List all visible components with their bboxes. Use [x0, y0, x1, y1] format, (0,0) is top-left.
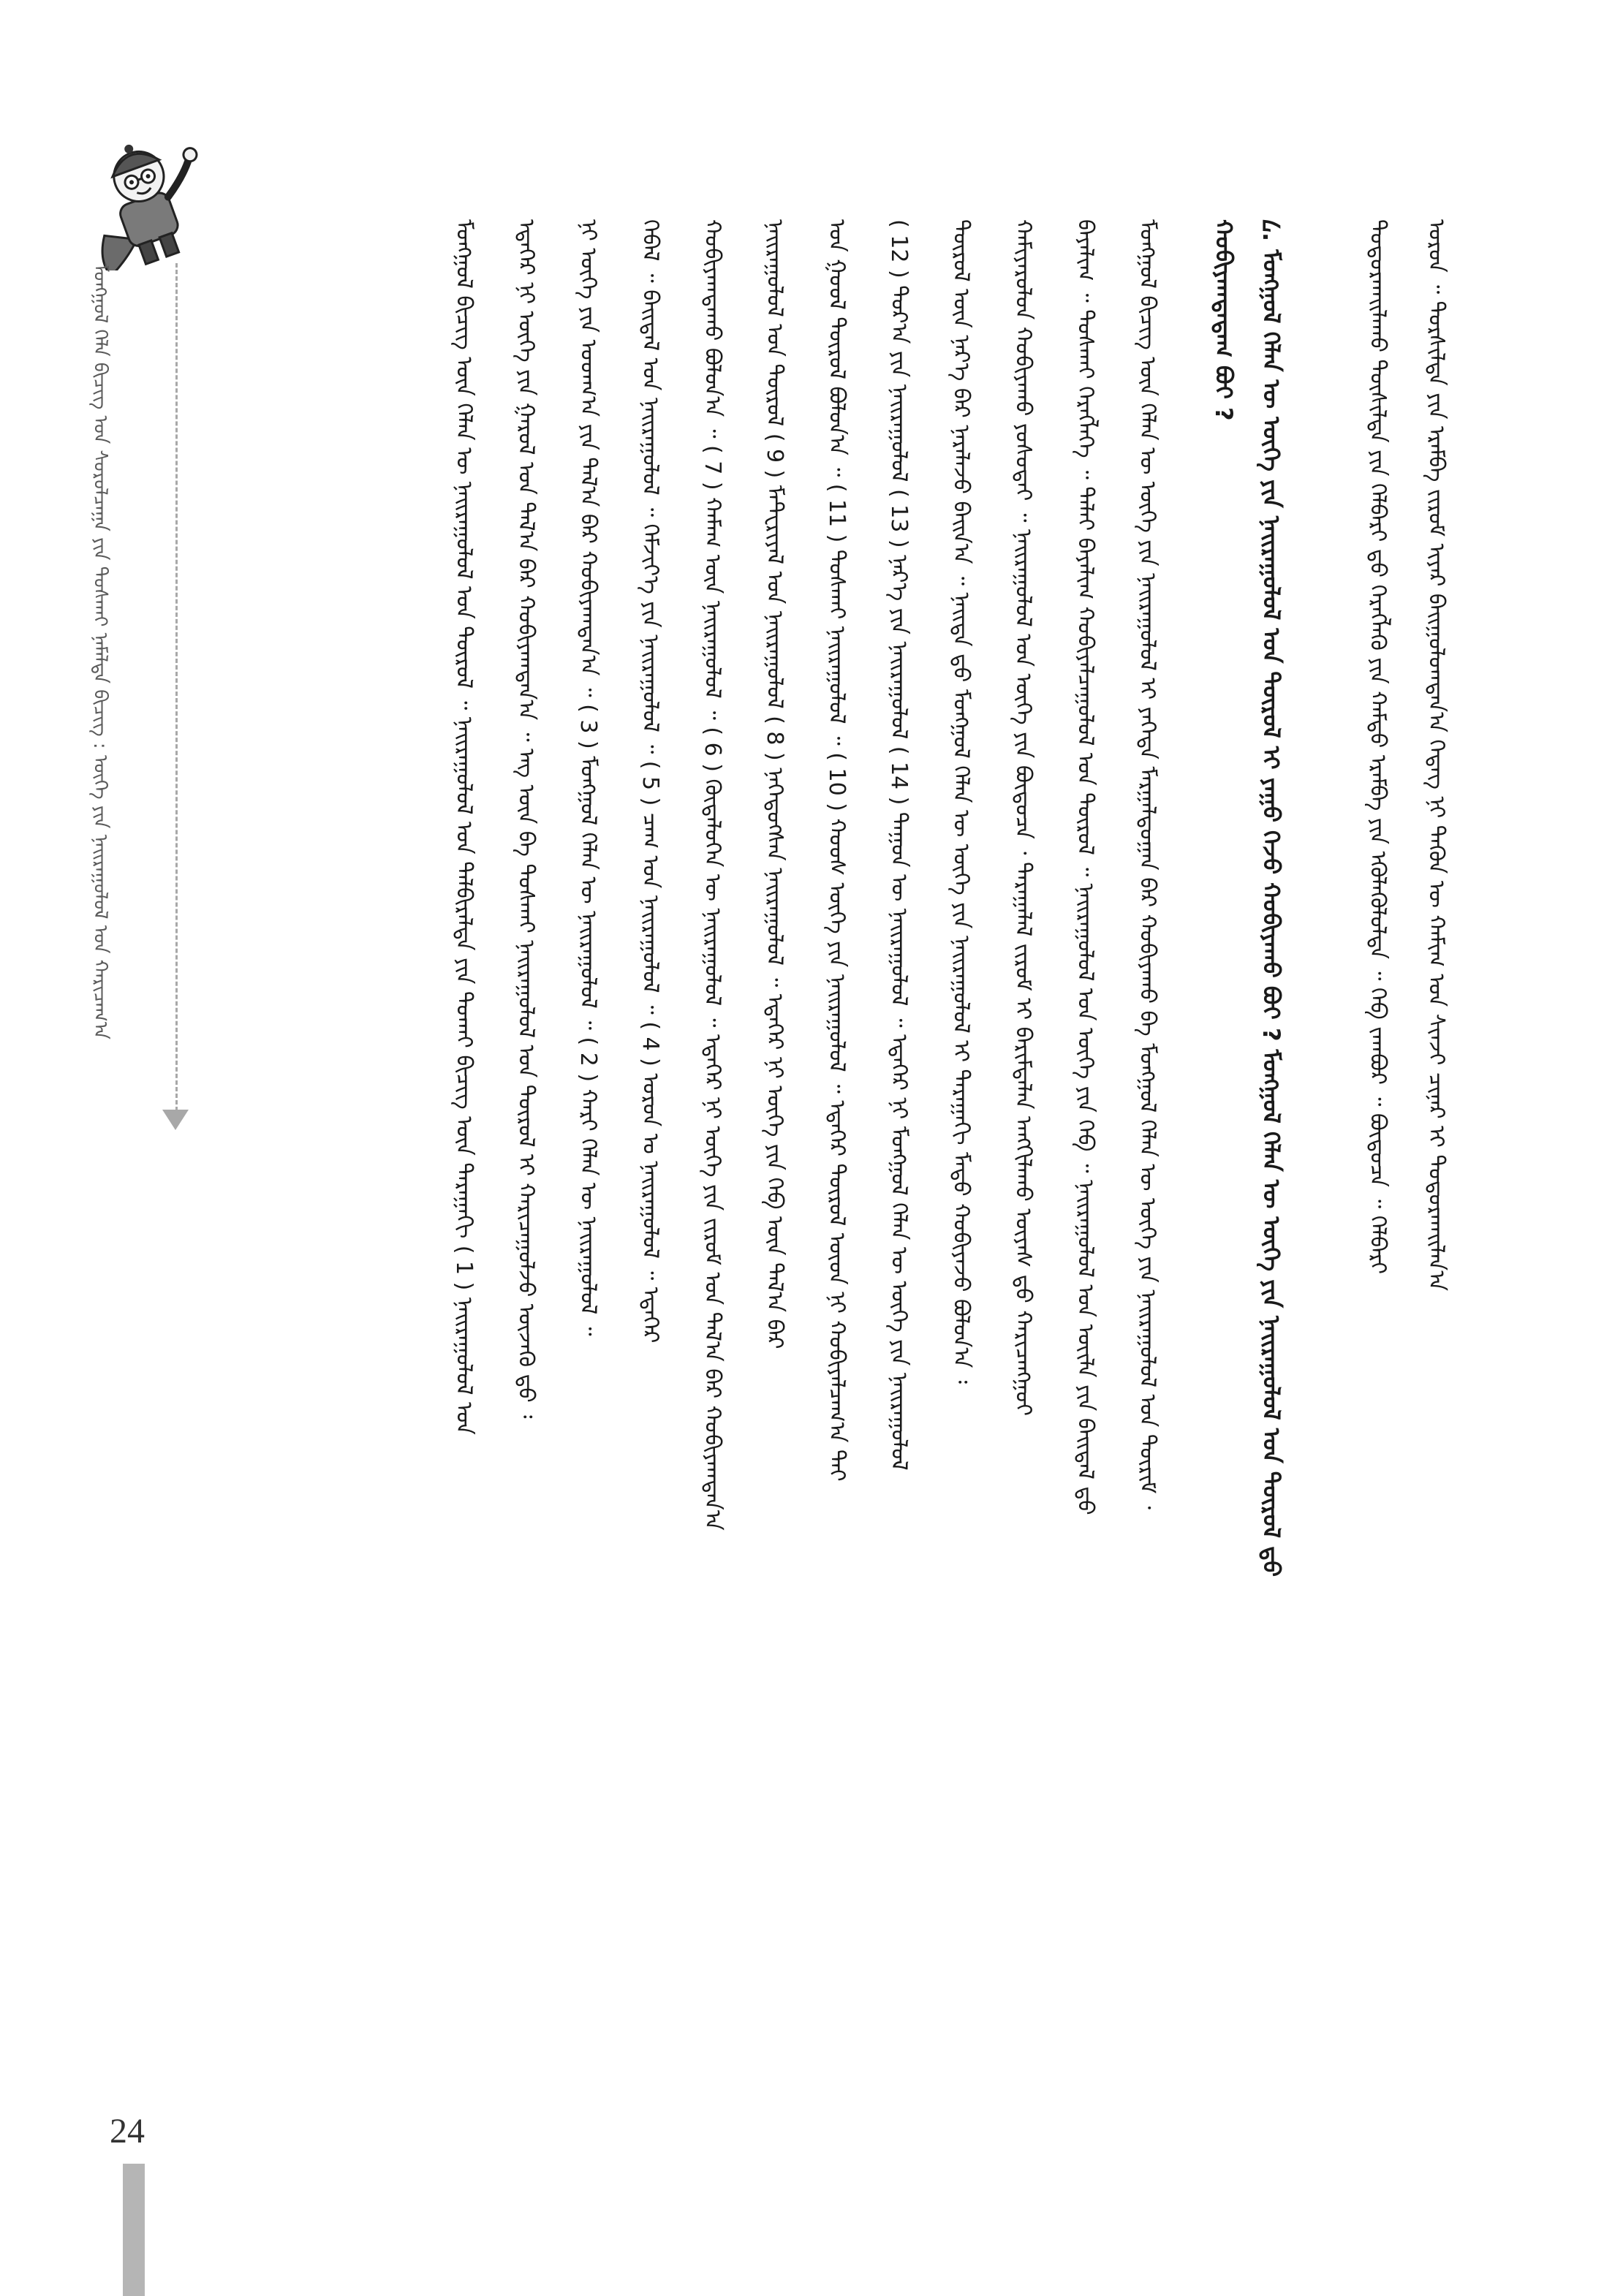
- text-column: ᠲᠣᠳᠣᠷᠬᠠᠢᠯᠠᠬᠤ ᠲᠦᠰᠢᠯᠲᠡ ᠶᠢᠨ ᠬᠡᠯᠪᠡᠷᠢ ᠳ᠋ᠦ ᠬᠡᠷᠡᠭᠯᠡᠬᠦ ᠶᠢᠨ ᠬᠠᠮᠲᠤ ᠡᠷᠡᠮᠪᠡ ᠶᠢᠨ ᠡᠭᠦᠯᠡᠭᠦᠯᠦᠯᠲᠡ ᠃ ᠬᠡᠪ ᠵᠠᠭᠪᠤᠷ ᠃ ᠪᠦᠲᠦᠴᠡ ᠃ ᠬᠡᠯᠪᠡᠷᠢ: [1365, 219, 1391, 1275]
- header-arrow-icon: [162, 1110, 189, 1130]
- text-column: ᠬᠤᠪᠢᠶᠠᠭᠳᠠᠬᠤ ᠪᠣᠯᠤᠨ᠎ᠠ ᠃ ( 7 ) ᠬᠠᠮᠠᠭ ᠦᠨ ᠨᠠᠢᠷᠠᠭᠤᠯᠤᠯ ᠃ ( 6 ) ᠬᠦᠳᠡᠯᠦᠭᠡᠨ ᠦ ᠨᠠᠢᠷᠠᠭᠤᠯᠤᠯ ᠃ ᠡᠳᠡᠭᠡᠷ ᠨᠢ ᠦᠭᠡ ᠶᠢᠨ ᠵᠢᠷᠤᠮ ᠤᠨ ᠲᠠᠯ᠎ᠠ ᠪᠠᠷ ᠬᠤᠪᠢᠶᠠᠭᠳᠠᠨ᠎ᠠ: [700, 219, 725, 1531]
- text-column: ᠣᠷᠣᠨ ᠃ ᠲᠤᠷᠰᠢᠯᠲᠠ ᠶᠢᠨ ᠡᠷᠡᠮᠪᠡ ᠵᠢᠷᠤᠮ ᠢᠶᠡᠷ ᠪᠠᠢᠭᠤᠯᠤᠭᠳᠠᠨ᠎ᠠ ᠭᠡᠳᠡᠭ ᠨᠢ ᠲᠡᠭᠦᠨ ᠦ ᠬᠠᠮᠢᠭ ᠤᠨ ᠰᠢᠨᠵᠢ ᠴᠢᠨᠠᠷ ᠢ ᠲᠣᠳᠤᠷᠬᠠᠢᠯᠠᠨ᠎ᠠ: [1423, 219, 1449, 1292]
- text-column: ᠪᠠᠶᠠᠯᠢᠭ ᠃ ᠲᠤᠰᠬᠠᠢ ᠬᠡᠷᠡᠭᠯᠡᠭᠡ ᠃ ᠳᠠᠯᠠᠢ ᠪᠠᠶᠠᠯᠢᠭ ᠬᠤᠪᠢᠶᠠᠯᠴᠠᠭᠤᠯᠤᠯ ᠤᠨ ᠲᠦᠷᠦᠯ ᠃ ᠨᠠᠢᠷᠠᠭᠤᠯᠤᠯ ᠤᠨ ᠦᠭᠡ ᠶᠢᠨ ᠬᠡᠪ ᠃ ᠨᠠᠢᠷᠠᠭᠤᠯᠤᠯ ᠤᠨ ᠦᠢᠯᠡ ᠶᠢᠨ ᠪᠠᠢᠳᠠᠯ ᠳ᠋ᠦ: [1072, 219, 1098, 1515]
- header-dashed-rule: [175, 263, 178, 1111]
- question-heading: ᠘. ᠮᠣᠩᠭᠣᠯ ᠬᠡᠯᠡᠨ ᠦ ᠦᠭᠡ ᠶᠢᠨ ᠨᠠᠢᠷᠠᠭᠤᠯᠤᠯ ᠤᠨ ᠲᠦᠷᠦᠯ ᠢ ᠶᠠᠭᠤ ᠭᠡᠵᠦ ᠬᠤᠪᠢᠶᠠᠬᠤ ᠪᠤᠢ ? ᠮᠣᠩᠭᠣᠯ ᠬᠡᠯᠡᠨ ᠦ ᠦᠭᠡ ᠶᠢᠨ ᠨᠠᠢᠷᠠᠭᠤᠯᠤᠯ ᠤᠨ ᠲᠦᠷᠦᠯ ᠳ᠋ᠦ: [1257, 219, 1285, 1577]
- text-column: ᠨᠢ ᠦᠭᠡ ᠶᠢᠨ ᠤᠳᠬ᠎ᠠ ᠶᠢᠨ ᠲᠠᠯ᠎ᠠ ᠪᠠᠷ ᠬᠤᠪᠢᠶᠠᠭᠳᠠᠨ᠎ᠠ ᠃ ( 3 ) ᠮᠣᠩᠭᠣᠯ ᠬᠡᠯᠡᠨ ᠦ ᠨᠠᠢᠷᠠᠭᠤᠯᠤᠯ ᠃ ( 2 ) ᠬᠠᠷᠢ ᠬᠡᠯᠡᠨ ᠦ ᠨᠠᠢᠷᠠᠭᠤᠯᠤᠯ ᠃: [575, 219, 601, 1336]
- text-column: ( 12 ) ᠳᠤᠷ᠎ᠠ ᠶᠢᠨ ᠨᠠᠢᠷᠠᠭᠤᠯᠤᠯ ( 13 ) ᠨᠡᠷ᠎ᠡ ᠶᠢᠨ ᠨᠠᠢᠷᠠᠭᠤᠯᠤᠯ ( 14 ) ᠳᠠᠭᠤᠨ ᠦ ᠨᠠᠢᠷᠠᠭᠤᠯᠤᠯ ᠃ ᠡᠳᠡᠭᠡᠷ ᠨᠢ ᠮᠣᠩᠭᠣᠯ ᠬᠡᠯᠡᠨ ᠦ ᠦᠭᠡ ᠶᠢᠨ ᠨᠠᠢᠷᠠᠭᠤᠯᠤᠯ: [886, 219, 912, 1471]
- text-column: ᠲᠦᠷᠦᠯ ᠦᠨ ᠨᠡᠷ᠎ᠡ ᠪᠡᠷ ᠨᠡᠷᠡᠯᠡᠵᠦ ᠪᠠᠢᠨ᠎ᠠ ᠃ ᠨᠡᠢᠲᠡ ᠳ᠋ᠦ ᠮᠣᠩᠭᠣᠯ ᠬᠡᠯᠡᠨ ᠦ ᠦᠭᠡ ᠶᠢᠨ ᠨᠠᠢᠷᠠᠭᠤᠯᠤᠯ ᠢ ᠳᠠᠷᠠᠭᠠᠬᠢ ᠮᠡᠲᠦ ᠬᠤᠪᠢᠶᠠᠵᠤ ᠪᠣᠯᠤᠨ᠎ᠠ ᠄: [948, 219, 974, 1384]
- text-column: ᠮᠣᠩᠭᠣᠯ ᠪᠢᠴᠢᠭ ᠦᠨ ᠬᠡᠯᠡᠨ ᠦ ᠦᠭᠡ ᠶᠢᠨ ᠨᠠᠢᠷᠠᠭᠤᠯᠤᠯ ᠢ ᠶᠡᠬᠡᠳᠡ ᠮᠠᠷᠭᠠᠯᠳᠤᠭᠠᠨ ᠪᠠᠷ ᠬᠤᠪᠢᠶᠠᠬᠤ ᠪᠠ ᠮᠣᠩᠭᠣᠯ ᠬᠡᠯᠡᠨ ᠦ ᠦᠭᠡ ᠶᠢᠨ ᠨᠠᠢᠷᠠᠭᠤᠯᠤᠯ ᠤᠨ ᠳᠦᠷᠢᠮ ᠂: [1135, 219, 1160, 1509]
- running-header: [73, 263, 124, 1360]
- page-number: 24: [110, 2112, 145, 2151]
- running-header-text: ᠮᠣᠩᠭᠣᠯ ᠬᠡᠯᠡ ᠪᠢᠴᠢᠭ ᠤᠨ ᠰᠤᠷᠤᠯᠴᠠᠭᠠ ᠶᠢᠨ ᠲᠤᠰᠬᠠᠢ ᠨᠡᠮᠡᠯᠲᠡ ᠪᠢᠴᠢᠭ᠌ : ᠦᠭᠡ ᠶᠢᠨ ᠨᠠᠢᠷᠠᠭᠤᠯᠤᠯ ᠤᠨ ᠬᠠᠷᠢᠴᠠᠭ᠎ᠠ: [89, 263, 111, 1039]
- text-column: ᠤᠨ ᠭᠣᠣᠯ ᠲᠦᠷᠦᠯ ᠪᠣᠯᠤᠨ᠎ᠠ ᠃ ( 11 ) ᠲᠤᠰᠬᠠᠢ ᠨᠠᠢᠷᠠᠭᠤᠯᠤᠯ ᠃ ( 10 ) ᠬᠣᠣᠰ ᠦᠭᠡ ᠶᠢᠨ ᠨᠠᠢᠷᠠᠭᠤᠯᠤᠯ ᠃ ᠡᠳᠡᠭᠡᠷ ᠲᠦᠷᠦᠯ ᠦᠳ ᠨᠢ ᠬᠤᠪᠢᠶᠠᠯᠴᠠᠭ᠎ᠠ ᠲᠠᠢ: [824, 219, 850, 1482]
- scholar-mascot-illustration: [66, 132, 227, 270]
- text-column: ᠬᠠᠮᠢᠶᠠᠷᠤᠯᠤᠨ ᠬᠤᠪᠢᠶᠠᠬᠤ ᠶᠤᠰᠤᠳᠠᠢ ᠃ ᠨᠠᠢᠷᠠᠭᠤᠯᠤᠯ ᠤᠨ ᠦᠭᠡ ᠶᠢᠨ ᠪᠦᠲᠦᠴᠡ ᠂ ᠳᠠᠷᠠᠭᠠᠯᠠᠯ ᠵᠢᠷᠤᠮ ᠢ ᠪᠠᠷᠢᠮᠲᠠᠯᠠᠨ ᠠᠩᠭᠢᠯᠠᠬᠤ ᠦᠶᠡᠰ ᠳ᠋ᠦ ᠬᠠᠷᠢᠴᠠᠩᠭᠤᠢ: [1010, 219, 1036, 1417]
- question-heading-continued: ᠬᠤᠪᠢᠶᠠᠭᠳᠠᠳᠠᠭ ᠪᠤᠢ ?: [1210, 219, 1238, 421]
- text-column: ᠡᠳᠡᠭᠡᠷ ᠨᠢ ᠦᠭᠡ ᠶᠢᠨ ᠭᠠᠷᠤᠯ ᠤᠨ ᠲᠠᠯ᠎ᠠ ᠪᠠᠷ ᠬᠤᠪᠢᠶᠠᠭᠳᠠᠨ᠎ᠠ ᠃ ᠡᠩ ᠦᠨ ᠪᠠ ᠲᠤᠰᠬᠠᠢ ᠨᠠᠢᠷᠠᠭᠤᠯᠤᠯ ᠤᠨ ᠲᠦᠷᠦᠯ ᠢ ᠬᠠᠷᠢᠴᠠᠭᠤᠯᠵᠤ ᠦᠵᠡᠬᠦ ᠳ᠋ᠦ ᠄: [513, 219, 539, 1419]
- text-column: ᠨᠠᠢᠷᠠᠭᠤᠯᠤᠯ ᠤᠨ ᠲᠦᠷᠦᠯ ( 9 ) ᠮᠠᠲ᠋ᠧᠷᠢᠶᠠᠯ ᠤᠨ ᠨᠠᠢᠷᠠᠭᠤᠯᠤᠯ ( 8 ) ᠨᠡᠭᠡᠳᠦᠭᠰᠡᠨ ᠨᠠᠢᠷᠠᠭᠤᠯᠤᠯ ᠃ ᠡᠳᠡᠭᠡᠷ ᠨᠢ ᠦᠭᠡ ᠶᠢᠨ ᠬᠡᠪ ᠦᠨ ᠲᠠᠯ᠎ᠠ ᠪᠠᠷ: [762, 219, 787, 1349]
- body-text-block: [219, 219, 1484, 2237]
- text-column: ᠭᠡᠪᠡᠯ ᠃ ᠪᠠᠢᠳᠠᠯ ᠤᠨ ᠨᠠᠢᠷᠠᠭᠤᠯᠤᠯ ᠃ ᠬᠡᠮᠵᠢᠶ᠎ᠡ ᠶᠢᠨ ᠨᠠᠢᠷᠠᠭᠤᠯᠤᠯ ᠃ ( 5 ) ᠴᠠᠭ ᠤᠨ ᠨᠠᠢᠷᠠᠭᠤᠯᠤᠯ ᠃ ( 4 ) ᠣᠷᠣᠨ ᠤ ᠨᠠᠢᠷᠠᠭᠤᠯᠤᠯ ᠃ ᠡᠳᠡᠭᠡᠷ: [638, 219, 663, 1344]
- page-edge-tab: [123, 2164, 145, 2296]
- text-column: ᠮᠣᠩᠭᠣᠯ ᠪᠢᠴᠢᠭ ᠦᠨ ᠬᠡᠯᠡᠨ ᠦ ᠨᠠᠢᠷᠠᠭᠤᠯᠤᠯ ᠤᠨ ᠲᠦᠷᠦᠯ ᠃ ᠨᠠᠢᠷᠠᠭᠤᠯᠤᠯ ᠤᠨ ᠲᠡᠯᠪᠢᠷᠡᠯᠲᠡ ᠶᠢᠨ ᠲᠤᠬᠠᠢ ᠪᠢᠴᠢᠭ᠌ ᠦᠨ ᠳᠠᠷᠠᠭᠠᠬᠢ ( 1 ) ᠨᠠᠢᠷᠠᠭᠤᠯᠤᠯ ᠤᠨ: [451, 219, 477, 1435]
